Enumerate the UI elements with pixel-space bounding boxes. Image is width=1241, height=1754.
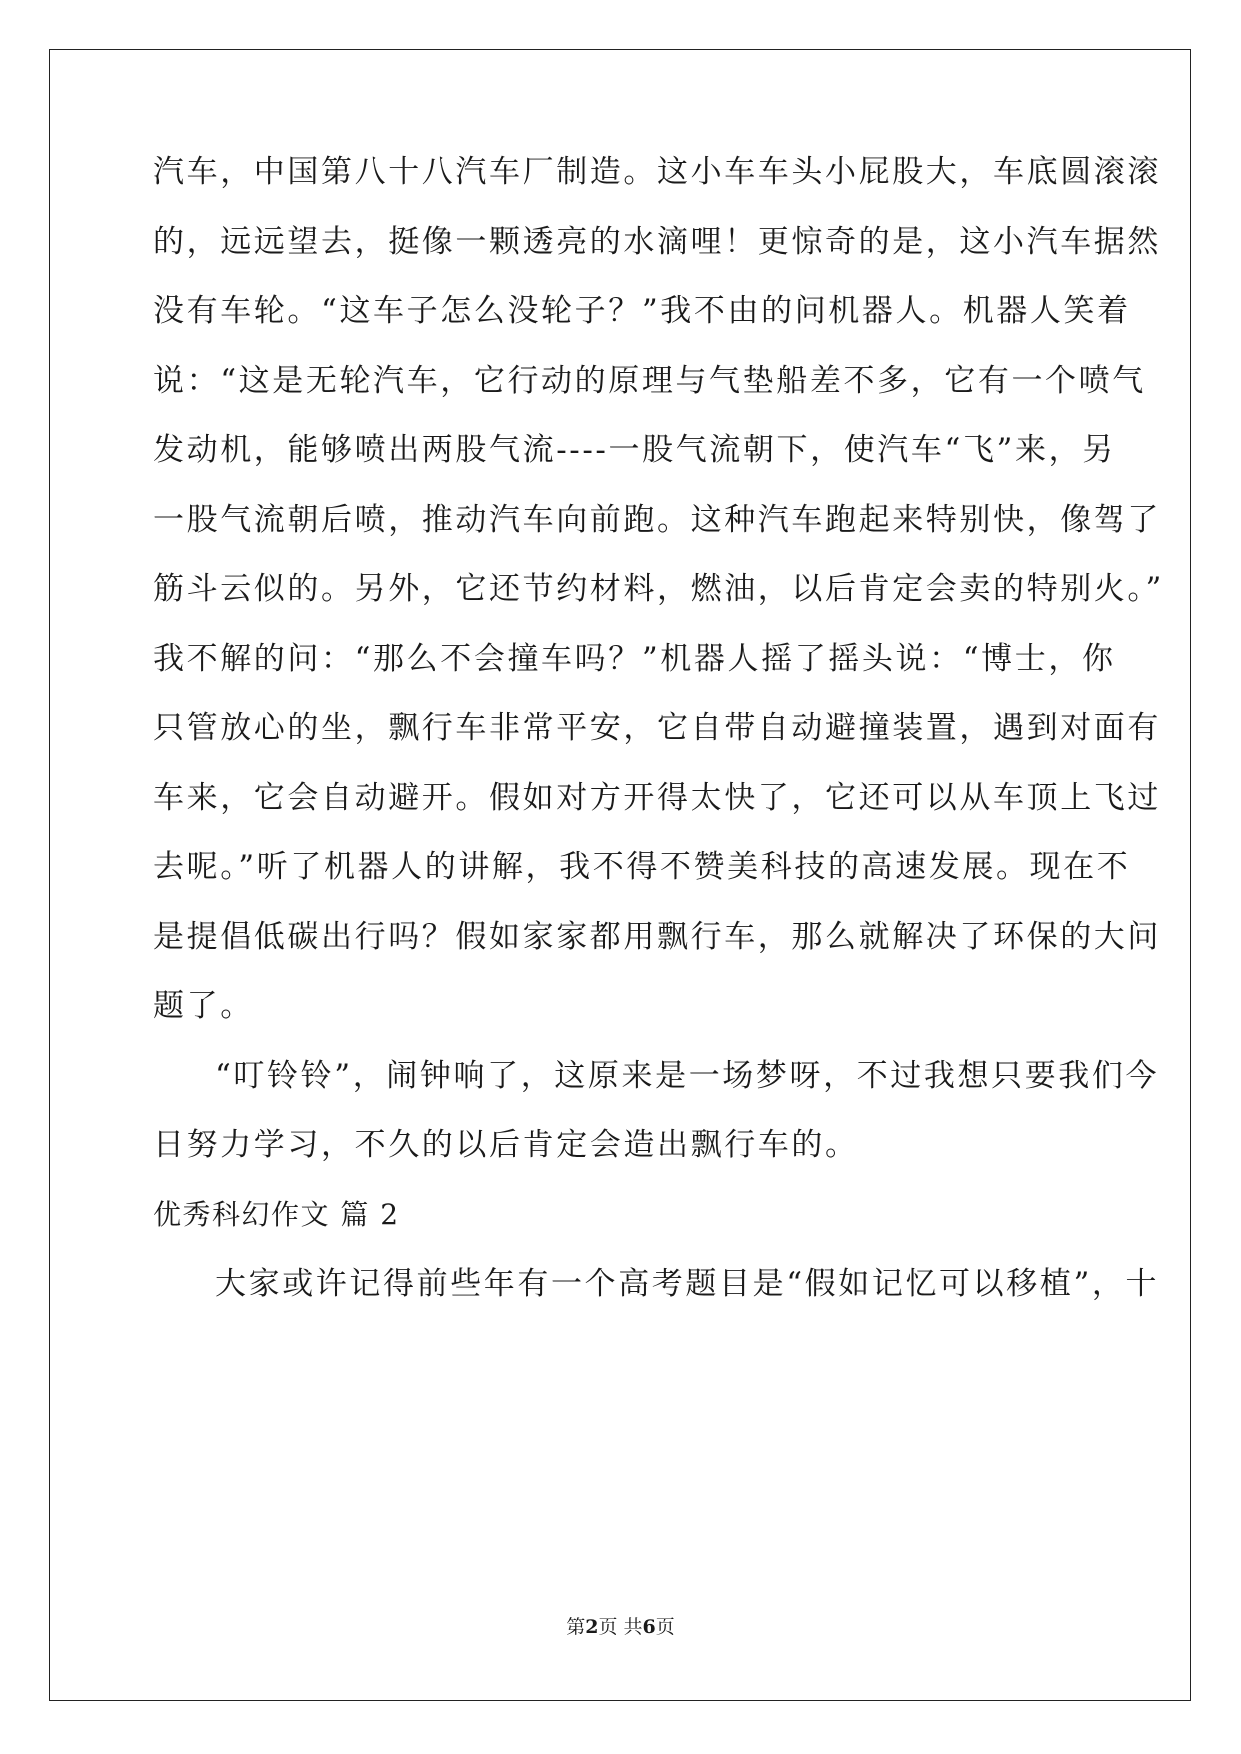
footer-page-suffix: 页 <box>655 1616 675 1638</box>
body-line-3: 没有车轮。“这车子怎么没轮子？”我不由的问机器人。机器人笑着 <box>153 293 1131 329</box>
body-line-9: 只管放心的坐，飘行车非常平安，它自带自动避撞装置，遇到对面有 <box>153 710 1161 746</box>
footer-page-current: 2 <box>585 1616 599 1638</box>
footer-page-mid: 页 共 <box>598 1616 643 1638</box>
page-footer <box>0 1614 1241 1640</box>
body-line-13: 题了。 <box>153 988 254 1024</box>
body-line-6: 一股气流朝后喷，推动汽车向前跑。这种汽车跑起来特别快，像驾了 <box>153 502 1161 538</box>
body-line-14: “叮铃铃”，闹钟响了，这原来是一场梦呀，不过我想只要我们今 <box>215 1058 1160 1094</box>
footer-page-total: 6 <box>642 1616 656 1638</box>
body-line-7: 筋斗云似的。另外，它还节约材料，燃油，以后肯定会卖的特别火。” <box>153 571 1164 607</box>
body-line-2: 的，远远望去，挺像一颗透亮的水滴哩！更惊奇的是，这小汽车据然 <box>153 224 1161 260</box>
body-line-8: 我不解的问：“那么不会撞车吗？”机器人摇了摇头说：“博士，你 <box>153 641 1116 677</box>
body-line-4: 说：“这是无轮汽车，它行动的原理与气垫船差不多，它有一个喷气 <box>153 363 1146 399</box>
section-heading: 优秀科幻作文 篇 2 <box>153 1198 400 1231</box>
footer-page-prefix: 第 <box>566 1616 586 1638</box>
body-line-12: 是提倡低碳出行吗？假如家家都用飘行车，那么就解决了环保的大问 <box>153 919 1161 955</box>
body-line-1: 汽车，中国第八十八汽车厂制造。这小车车头小屁股大，车底圆滚滚 <box>153 154 1161 190</box>
body-line-10: 车来，它会自动避开。假如对方开得太快了，它还可以从车顶上飞过 <box>153 780 1161 816</box>
body-line-16: 大家或许记得前些年有一个高考题目是“假如记忆可以移植”，十 <box>215 1266 1160 1302</box>
body-line-11: 去呢。”听了机器人的讲解，我不得不赞美科技的高速发展。现在不 <box>153 849 1131 885</box>
body-line-15: 日努力学习，不久的以后肯定会造出飘行车的。 <box>153 1127 859 1163</box>
body-line-5: 发动机，能够喷出两股气流----一股气流朝下，使汽车“飞”来，另 <box>153 432 1116 468</box>
